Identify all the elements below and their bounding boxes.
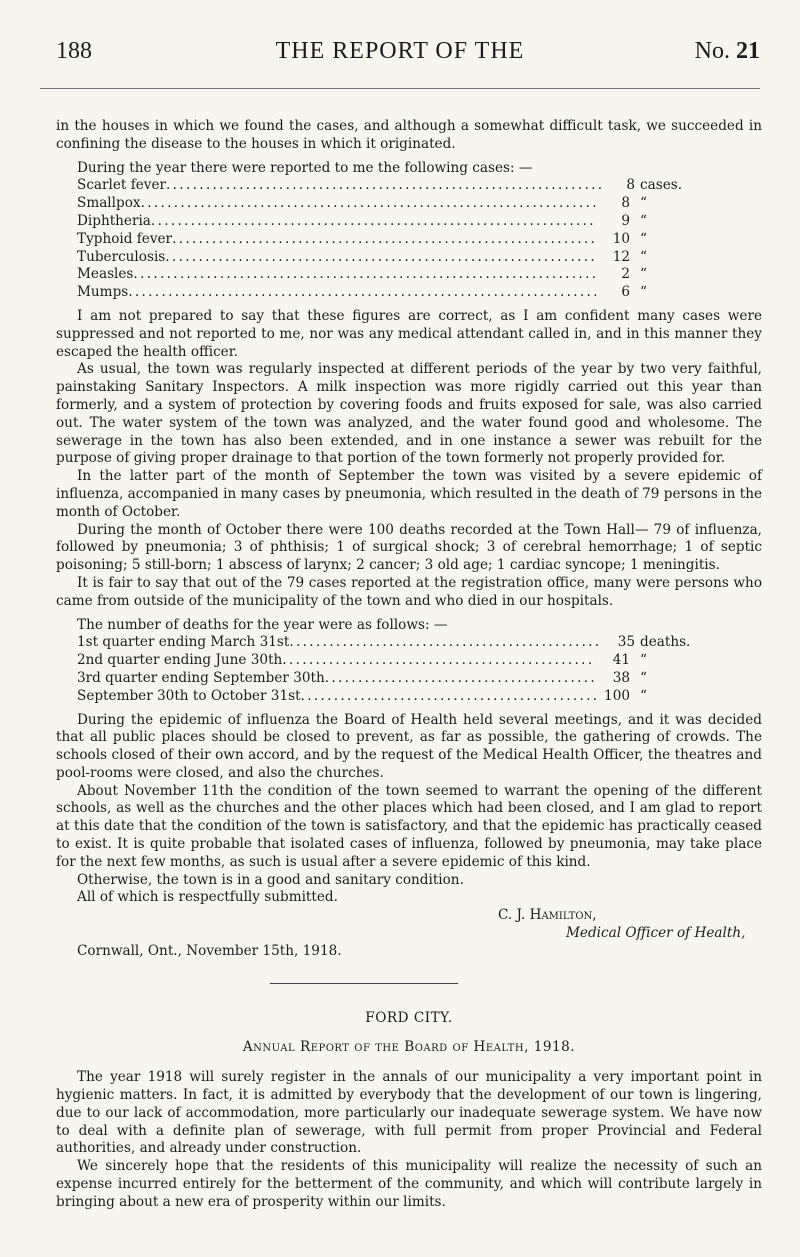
deaths-list [77,634,692,705]
deaths-row: September 30th to October 31st . . . 100 “ [77,688,692,706]
paragraph: The year 1918 will surely register in the annals of our municipality a very important point in hygienic matters. In fact, it is admitted by everybody that the development of our town is lingering, due to our lack of accommodation, more particularly our inadequate sewerage system. We have now to deal with a definite plan of sewerage, with full permit from proper Provincial and Federal authorities, and already under construction. [56,1069,762,1157]
case-row: Mumps . . . 6 “ [77,284,692,302]
paragraph: During the epidemic of influenza the Board of Health held several meetings, and it was decided that all public places should be closed to prevent, as far as possible, the gathering of crowds. The schools closed of their own accord, and by the request of the Medical Health Officer, the theatres and pool-rooms were closed, and also the churches. [56,711,762,781]
deaths-row: 2nd quarter ending June 30th . . . 41 “ [77,652,692,670]
paragraph: In the latter part of the month of September the town was visited by a severe epidemic of influenza, accompanied in many cases by pneumonia, which resulted in the death of 79 persons in the month of October. [56,468,762,520]
cases-list [77,177,692,302]
deaths-row: 3rd quarter ending September 30th . . . 38 “ [77,670,692,688]
section-subheading: Annual Report of the Board of Health, 1918. [242,1039,576,1056]
report-body [56,118,762,1212]
case-row: Smallpox . . . 8 “ [77,195,692,213]
deaths-row: 1st quarter ending March 31st . . . 35 deaths. [77,634,692,652]
case-row: Scarlet fever . . . 8 cases. [77,177,692,195]
signature-role-line [56,925,762,943]
case-row: Diphtheria . . . 9 “ [77,213,692,231]
paragraph: All of which is respectfully submitted. [77,889,338,906]
section-divider [270,983,458,984]
case-row: Measles . . . 2 “ [77,266,692,284]
paragraph: About November 11th the condition of the town seemed to warrant the opening of the different schools, as well as the churches and the other places which had been closed, and I am glad to report at this date that the condition of the town is satisfactory, and that the epidemic has practically ceased to exist. It is quite probable that isolated cases of influenza, followed by pneumonia, may take place for the next few months, as such is usual after a severe epidemic of this kind. [56,782,762,870]
header-rule [40,88,760,89]
signature-name: C. J. Hamilton, [498,907,597,924]
report-number [695,38,760,65]
page-number: 188 [56,38,92,64]
signature-place-date: Cornwall, Ont., November 15th, 1918. [77,942,342,959]
paragraph: I am not prepared to say that these figures are correct, as I am confident many cases were suppressed and not reported to me, nor was any medical attendant called in, and in this manner they escaped the health officer. [56,307,762,360]
section-heading: FORD CITY. [365,1009,453,1026]
deaths-intro: The number of deaths for the year were as follows: — [77,616,448,633]
cases-intro: During the year there were reported to me the following cases: — [77,159,533,176]
paragraph: During the month of October there were 100 deaths recorded at the Town Hall— 79 of influenza, followed by pneumonia; 3 of phthisis; 1 of surgical shock; 3 of cerebral hemorrhage; 1 of septic poisoning; 5 still-born; 1 abscess of larynx; 2 cancer; 3 old age; 1 cardiac syncope; 1 meningitis. [56,521,762,574]
report-number-value: 21 [736,38,760,64]
signature-role: Medical Officer of Health, [566,925,746,942]
paragraph: It is fair to say that out of the 79 cases reported at the registration office, many were persons who came from outside of the municipality of the town and who died in our hospitals. [56,574,762,609]
page-header [40,36,760,76]
case-row: Tuberculosis . . . 12 “ [77,249,692,267]
paragraph: We sincerely hope that the residents of this municipality will realize the necessity of such an expense incurred entirely for the betterment of the community, and which will contribute largely in bringing about a new era of prosperity within our limits. [56,1158,762,1210]
paragraph: Otherwise, the town is in a good and sanitary condition. [77,871,464,888]
case-row: Typhoid fever . . . 10 “ [77,231,692,249]
running-title: THE REPORT OF THE [275,38,525,64]
signature-name-line [56,907,762,925]
intro-paragraph: in the houses in which we found the cases, and although a somewhat difficult task, we succeeded in confining the disease to the houses in which it originated. [56,118,762,152]
report-number-label: No. [694,38,730,64]
signature-place-line [56,943,762,961]
paragraph: As usual, the town was regularly inspected at different periods of the year by two very faithful, painstaking Sanitary Inspectors. A milk inspection was more rigidly carried out this year than formerly, and a system of protection by covering foods and fruits exposed for sale, was also carried out. The water system of the town was analyzed, and the water found good and wholesome. The sewerage in the town has also been extended, and in one instance a sewer was rebuilt for the purpose of giving proper drainage to that portion of the town formerly not properly provided for. [56,361,762,467]
